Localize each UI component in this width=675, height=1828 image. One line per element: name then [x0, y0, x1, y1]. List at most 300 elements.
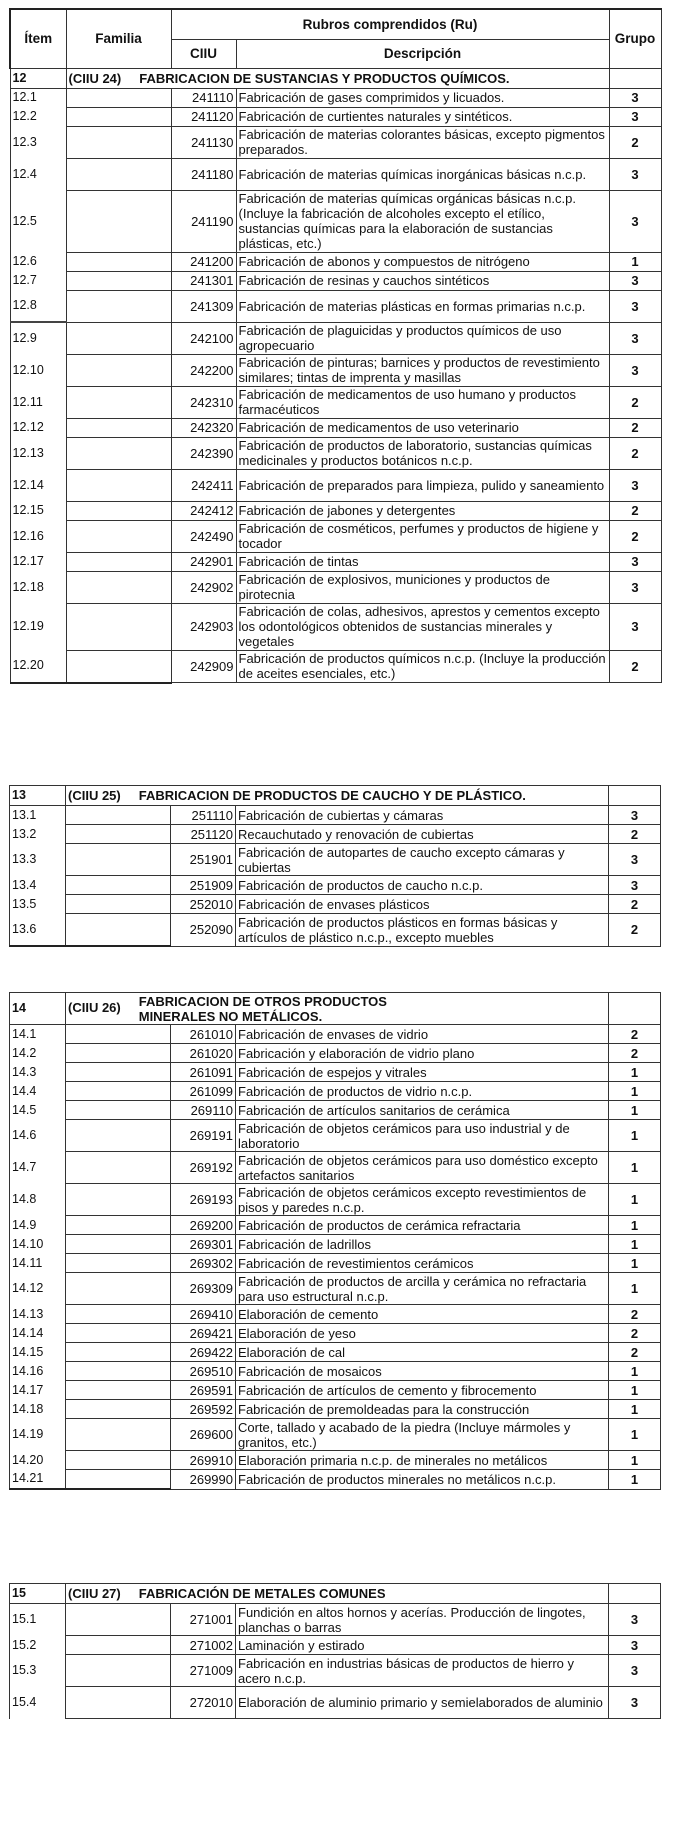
- familia-cell: [66, 876, 171, 895]
- table-row: [10, 107, 661, 126]
- grupo-value: 1: [609, 1152, 661, 1184]
- section-grupo-blank: [609, 68, 661, 88]
- table-row: [10, 1470, 661, 1490]
- item-number: 12.19: [10, 603, 66, 650]
- description: Corte, tallado y acabado de la piedra (Incluye mármoles y granitos, etc.): [236, 1419, 609, 1451]
- table-row: [10, 1101, 661, 1120]
- item-number: 14.9: [10, 1216, 66, 1235]
- ciiu-code: 269600: [171, 1419, 236, 1451]
- item-number: 14.1: [10, 1025, 66, 1044]
- table-row: [10, 1604, 661, 1636]
- grupo-value: 3: [609, 322, 661, 354]
- grupo-value: 1: [609, 1273, 661, 1305]
- section-ciiu-code: (CIIU 26): [68, 999, 121, 1015]
- ciiu-code: 242412: [171, 501, 236, 520]
- description: Fabricación de objetos cerámicos excepto revestimientos de pisos y paredes n.c.p.: [236, 1184, 609, 1216]
- ciiu-code: 241130: [171, 126, 236, 158]
- description: Fabricación de medicamentos de uso humano y productos farmacéuticos: [236, 386, 609, 418]
- section-title: FABRICACION DE PRODUCTOS DE CAUCHO Y DE PLÁSTICO.: [138, 788, 526, 803]
- grupo-value: 2: [609, 501, 661, 520]
- table-row: [10, 1063, 661, 1082]
- item-number: 14.19: [10, 1419, 66, 1451]
- description: Laminación y estirado: [236, 1636, 609, 1655]
- table-row: [10, 1025, 661, 1044]
- section-grupo-blank: [609, 1584, 661, 1604]
- familia-cell: [66, 806, 171, 825]
- familia-cell: [66, 386, 171, 418]
- familia-cell: [66, 1184, 171, 1216]
- section-heading: [66, 68, 609, 88]
- item-number: 13.4: [10, 876, 66, 895]
- ciiu-code: 269301: [171, 1235, 236, 1254]
- item-number: 14.8: [10, 1184, 66, 1216]
- description: Fabricación en industrias básicas de productos de hierro y acero n.c.p.: [236, 1655, 609, 1687]
- familia-cell: [66, 1655, 171, 1687]
- description: Fabricación de materias químicas inorgánicas básicas n.c.p.: [236, 158, 609, 190]
- familia-cell: [66, 501, 171, 520]
- description: Fabricación y elaboración de vidrio plano: [236, 1044, 609, 1063]
- description: Recauchutado y renovación de cubiertas: [236, 825, 609, 844]
- grupo-value: 2: [609, 1343, 661, 1362]
- ciiu-code: 242903: [171, 603, 236, 650]
- ciiu-code: 269592: [171, 1400, 236, 1419]
- section-table-15: [9, 1583, 661, 1719]
- item-number: 12.18: [10, 571, 66, 603]
- item-number: 15.2: [10, 1636, 66, 1655]
- grupo-value: 3: [609, 271, 661, 290]
- grupo-value: 2: [609, 650, 661, 683]
- familia-cell: [66, 1101, 171, 1120]
- description: Fabricación de materias plásticas en formas primarias n.c.p.: [236, 290, 609, 322]
- table-row: [10, 650, 661, 683]
- table-row: [10, 437, 661, 469]
- header-ciiu: CIIU: [171, 39, 236, 68]
- section-title: FABRICACION DE OTROS PRODUCTOS MINERALES NO METÁLICOS.: [138, 993, 387, 1024]
- table-row: [10, 1184, 661, 1216]
- table-row: [10, 354, 661, 386]
- item-number: 12.17: [10, 552, 66, 571]
- familia-cell: [66, 1254, 171, 1273]
- table-row: [10, 914, 661, 947]
- ciiu-code: 242310: [171, 386, 236, 418]
- item-number: 14.12: [10, 1273, 66, 1305]
- familia-cell: [66, 1216, 171, 1235]
- description: Fabricación de abonos y compuestos de nitrógeno: [236, 252, 609, 271]
- grupo-value: 2: [609, 520, 661, 552]
- description: Fabricación de plaguicidas y productos químicos de uso agropecuario: [236, 322, 609, 354]
- ciiu-code: 269192: [171, 1152, 236, 1184]
- item-number: 12.20: [10, 650, 66, 683]
- familia-cell: [66, 571, 171, 603]
- table-row: [10, 1687, 661, 1719]
- familia-cell: [66, 1362, 171, 1381]
- familia-cell: [66, 1470, 171, 1490]
- item-number: 12.9: [10, 322, 66, 354]
- ciiu-code: 269510: [171, 1362, 236, 1381]
- section-grupo-blank: [609, 993, 661, 1025]
- grupo-value: 2: [609, 1025, 661, 1044]
- table-row: [10, 1362, 661, 1381]
- grupo-value: 1: [609, 1063, 661, 1082]
- item-number: 14.16: [10, 1362, 66, 1381]
- description: Fabricación de colas, adhesivos, aprestos y cementos excepto los odontológicos obtenidos de sustancias minerales y vegetales: [236, 603, 609, 650]
- ciiu-code: 241309: [171, 290, 236, 322]
- grupo-value: 3: [609, 552, 661, 571]
- section-table-12: [9, 8, 662, 684]
- familia-cell: [66, 1025, 171, 1044]
- grupo-value: 1: [609, 1254, 661, 1273]
- grupo-value: 2: [609, 1305, 661, 1324]
- item-number: 12.6: [10, 252, 66, 271]
- familia-cell: [66, 126, 171, 158]
- item-number: 15.3: [10, 1655, 66, 1687]
- item-number: 12.14: [10, 469, 66, 501]
- ciiu-code: 269591: [171, 1381, 236, 1400]
- grupo-value: 1: [609, 1451, 661, 1470]
- ciiu-code: 242902: [171, 571, 236, 603]
- section-ciiu-code: (CIIU 27): [68, 1586, 121, 1601]
- item-number: 14.3: [10, 1063, 66, 1082]
- table-row: [10, 1451, 661, 1470]
- section-header-row: [10, 786, 661, 806]
- familia-cell: [66, 190, 171, 252]
- ciiu-code: 269422: [171, 1343, 236, 1362]
- table-row: [10, 806, 661, 825]
- section-number: 13: [10, 786, 66, 806]
- familia-cell: [66, 290, 171, 322]
- grupo-value: 1: [609, 1362, 661, 1381]
- ciiu-code: 269309: [171, 1273, 236, 1305]
- description: Fabricación de productos plásticos en formas básicas y artículos de plástico n.c.p., excepto muebles: [236, 914, 609, 947]
- grupo-value: 3: [609, 603, 661, 650]
- grupo-value: 1: [609, 1235, 661, 1254]
- familia-cell: [66, 914, 171, 947]
- item-number: 14.6: [10, 1120, 66, 1152]
- ciiu-code: 271009: [171, 1655, 236, 1687]
- description: Fabricación de productos químicos n.c.p. (Incluye la producción de aceites esenciales, etc.): [236, 650, 609, 683]
- section-heading: [66, 1584, 609, 1604]
- header-grupo: Grupo: [609, 9, 661, 68]
- familia-cell: [66, 844, 171, 876]
- familia-cell: [66, 88, 171, 107]
- table-row: [10, 1235, 661, 1254]
- description: Fabricación de artículos de cemento y fibrocemento: [236, 1381, 609, 1400]
- description: Fabricación de materias químicas orgánicas básicas n.c.p. (Incluye la fabricación de alcoholes excepto el etílico, sustancias químicas para la elaboración de sustancias plásticas, etc.): [236, 190, 609, 252]
- section-ciiu-code: (CIIU 24): [68, 70, 122, 86]
- ciiu-code: 252010: [171, 895, 236, 914]
- description: Fabricación de productos de arcilla y cerámica no refractaria para uso estructural n.c.p.: [236, 1273, 609, 1305]
- grupo-value: 2: [609, 1324, 661, 1343]
- header-familia: Familia: [66, 9, 171, 68]
- grupo-value: 3: [609, 806, 661, 825]
- table-row: [10, 1343, 661, 1362]
- ciiu-code: 261010: [171, 1025, 236, 1044]
- grupo-value: 1: [609, 1101, 661, 1120]
- item-number: 13.3: [10, 844, 66, 876]
- description: Fabricación de curtientes naturales y sintéticos.: [236, 107, 609, 126]
- description: Fabricación de explosivos, municiones y productos de pirotecnia: [236, 571, 609, 603]
- table-row: [10, 252, 661, 271]
- table-row: [10, 322, 661, 354]
- familia-cell: [66, 1063, 171, 1082]
- table-row: [10, 1400, 661, 1419]
- header-descripcion: Descripción: [236, 39, 609, 68]
- item-number: 13.2: [10, 825, 66, 844]
- familia-cell: [66, 1636, 171, 1655]
- description: Fabricación de autopartes de caucho excepto cámaras y cubiertas: [236, 844, 609, 876]
- ciiu-code: 271002: [171, 1636, 236, 1655]
- ciiu-code: 241110: [171, 88, 236, 107]
- familia-cell: [66, 1082, 171, 1101]
- grupo-value: 1: [609, 1381, 661, 1400]
- ciiu-code: 269193: [171, 1184, 236, 1216]
- description: Fabricación de productos minerales no metálicos n.c.p.: [236, 1470, 609, 1490]
- table-row: [10, 1082, 661, 1101]
- description: Fabricación de productos de caucho n.c.p.: [236, 876, 609, 895]
- grupo-value: 3: [609, 469, 661, 501]
- grupo-value: 3: [609, 1655, 661, 1687]
- table-row: [10, 895, 661, 914]
- table-row: [10, 88, 661, 107]
- table-row: [10, 1216, 661, 1235]
- table-row: [10, 1655, 661, 1687]
- description: Fundición en altos hornos y acerías. Producción de lingotes, planchas o barras: [236, 1604, 609, 1636]
- description: Fabricación de objetos cerámicos para uso industrial y de laboratorio: [236, 1120, 609, 1152]
- grupo-value: 3: [609, 1604, 661, 1636]
- section-ciiu-code: (CIIU 25): [68, 788, 121, 803]
- grupo-value: 2: [609, 437, 661, 469]
- section-header-row: [10, 993, 661, 1025]
- item-number: 14.15: [10, 1343, 66, 1362]
- table-row: [10, 876, 661, 895]
- grupo-value: 1: [609, 1400, 661, 1419]
- description: Elaboración de aluminio primario y semielaborados de aluminio: [236, 1687, 609, 1719]
- ciiu-code: 242320: [171, 418, 236, 437]
- ciiu-code: 261020: [171, 1044, 236, 1063]
- familia-cell: [66, 520, 171, 552]
- ciiu-code: 269191: [171, 1120, 236, 1152]
- item-number: 14.14: [10, 1324, 66, 1343]
- table-row: [10, 520, 661, 552]
- table-row: [10, 271, 661, 290]
- item-number: 14.13: [10, 1305, 66, 1324]
- section-table-13: [9, 785, 661, 947]
- item-number: 12.11: [10, 386, 66, 418]
- familia-cell: [66, 1687, 171, 1719]
- item-number: 14.11: [10, 1254, 66, 1273]
- familia-cell: [66, 418, 171, 437]
- table-row: [10, 603, 661, 650]
- grupo-value: 3: [609, 844, 661, 876]
- ciiu-code: 251901: [171, 844, 236, 876]
- familia-cell: [66, 1305, 171, 1324]
- familia-cell: [66, 437, 171, 469]
- description: Elaboración de cal: [236, 1343, 609, 1362]
- item-number: 14.20: [10, 1451, 66, 1470]
- grupo-value: 1: [609, 1082, 661, 1101]
- ciiu-code: 261099: [171, 1082, 236, 1101]
- description: Fabricación de productos de laboratorio, sustancias químicas medicinales y productos botánicos n.c.p.: [236, 437, 609, 469]
- grupo-value: 1: [609, 252, 661, 271]
- grupo-value: 2: [609, 1044, 661, 1063]
- description: Fabricación de envases de vidrio: [236, 1025, 609, 1044]
- description: Fabricación de cubiertas y cámaras: [236, 806, 609, 825]
- ciiu-code: 272010: [171, 1687, 236, 1719]
- item-number: 12.5: [10, 190, 66, 252]
- item-number: 12.2: [10, 107, 66, 126]
- ciiu-code: 242411: [171, 469, 236, 501]
- description: Elaboración primaria n.c.p. de minerales no metálicos: [236, 1451, 609, 1470]
- table-row: [10, 1044, 661, 1063]
- item-number: 15.4: [10, 1687, 66, 1719]
- item-number: 12.10: [10, 354, 66, 386]
- table-row: [10, 418, 661, 437]
- table-row: [10, 469, 661, 501]
- table-row: [10, 1273, 661, 1305]
- section-title: FABRICACION DE SUSTANCIAS Y PRODUCTOS QUÍMICOS.: [139, 70, 510, 86]
- ciiu-code: 269910: [171, 1451, 236, 1470]
- item-number: 13.6: [10, 914, 66, 947]
- grupo-value: 3: [609, 107, 661, 126]
- ciiu-code: 242490: [171, 520, 236, 552]
- header-rubros: Rubros comprendidos (Ru): [171, 9, 609, 39]
- familia-cell: [66, 1419, 171, 1451]
- item-number: 12.16: [10, 520, 66, 552]
- table-row: [10, 126, 661, 158]
- table-row: [10, 1324, 661, 1343]
- table-row: [10, 1419, 661, 1451]
- description: Fabricación de medicamentos de uso veterinario: [236, 418, 609, 437]
- ciiu-code: 241200: [171, 252, 236, 271]
- item-number: 14.21: [10, 1470, 66, 1490]
- table-row: [10, 1152, 661, 1184]
- section-header-row: [10, 1584, 661, 1604]
- item-number: 14.5: [10, 1101, 66, 1120]
- table-row: [10, 290, 661, 322]
- description: Fabricación de cosméticos, perfumes y productos de higiene y tocador: [236, 520, 609, 552]
- ciiu-code: 261091: [171, 1063, 236, 1082]
- familia-cell: [66, 158, 171, 190]
- ciiu-code: 251110: [171, 806, 236, 825]
- table-row: [10, 844, 661, 876]
- familia-cell: [66, 252, 171, 271]
- table-row: [10, 825, 661, 844]
- table-row: [10, 571, 661, 603]
- description: Fabricación de preparados para limpieza, pulido y saneamiento: [236, 469, 609, 501]
- familia-cell: [66, 650, 171, 683]
- ciiu-code: 271001: [171, 1604, 236, 1636]
- grupo-value: 3: [609, 571, 661, 603]
- item-number: 14.10: [10, 1235, 66, 1254]
- description: Fabricación de envases plásticos: [236, 895, 609, 914]
- grupo-value: 1: [609, 1419, 661, 1451]
- description: Elaboración de yeso: [236, 1324, 609, 1343]
- ciiu-code: 251909: [171, 876, 236, 895]
- table-row: [10, 552, 661, 571]
- ciiu-code: 242200: [171, 354, 236, 386]
- item-number: 12.1: [10, 88, 66, 107]
- description: Elaboración de cemento: [236, 1305, 609, 1324]
- familia-cell: [66, 1044, 171, 1063]
- table-row: [10, 190, 661, 252]
- section-grupo-blank: [609, 786, 661, 806]
- ciiu-code: 269200: [171, 1216, 236, 1235]
- description: Fabricación de productos de vidrio n.c.p.: [236, 1082, 609, 1101]
- ciiu-code: 241120: [171, 107, 236, 126]
- item-number: 14.4: [10, 1082, 66, 1101]
- ciiu-code: 241190: [171, 190, 236, 252]
- table-row: [10, 386, 661, 418]
- description: Fabricación de espejos y vitrales: [236, 1063, 609, 1082]
- grupo-value: 2: [609, 914, 661, 947]
- item-number: 14.2: [10, 1044, 66, 1063]
- familia-cell: [66, 1381, 171, 1400]
- grupo-value: 1: [609, 1470, 661, 1490]
- ciiu-code: 269421: [171, 1324, 236, 1343]
- familia-cell: [66, 1400, 171, 1419]
- item-number: 14.18: [10, 1400, 66, 1419]
- familia-cell: [66, 354, 171, 386]
- item-number: 14.17: [10, 1381, 66, 1400]
- grupo-value: 2: [609, 825, 661, 844]
- grupo-value: 2: [609, 126, 661, 158]
- description: Fabricación de pinturas; barnices y productos de revestimiento similares; tintas de imprenta y masillas: [236, 354, 609, 386]
- familia-cell: [66, 825, 171, 844]
- description: Fabricación de tintas: [236, 552, 609, 571]
- ciiu-code: 242901: [171, 552, 236, 571]
- grupo-value: 3: [609, 1636, 661, 1655]
- familia-cell: [66, 1152, 171, 1184]
- description: Fabricación de jabones y detergentes: [236, 501, 609, 520]
- familia-cell: [66, 552, 171, 571]
- grupo-value: 3: [609, 1687, 661, 1719]
- grupo-value: 3: [609, 876, 661, 895]
- table-row: [10, 1120, 661, 1152]
- familia-cell: [66, 1324, 171, 1343]
- table-row: [10, 158, 661, 190]
- section-number: 14: [10, 993, 66, 1025]
- ciiu-code: 242390: [171, 437, 236, 469]
- familia-cell: [66, 1451, 171, 1470]
- ciiu-code: 242909: [171, 650, 236, 683]
- familia-cell: [66, 1343, 171, 1362]
- item-number: 13.5: [10, 895, 66, 914]
- description: Fabricación de mosaicos: [236, 1362, 609, 1381]
- ciiu-code: 252090: [171, 914, 236, 947]
- grupo-value: 2: [609, 386, 661, 418]
- description: Fabricación de gases comprimidos y licuados.: [236, 88, 609, 107]
- familia-cell: [66, 895, 171, 914]
- ciiu-code: 269110: [171, 1101, 236, 1120]
- ciiu-code: 241180: [171, 158, 236, 190]
- description: Fabricación de materias colorantes básicas, excepto pigmentos preparados.: [236, 126, 609, 158]
- item-number: 12.15: [10, 501, 66, 520]
- table-row: [10, 501, 661, 520]
- ciiu-code: 269990: [171, 1470, 236, 1490]
- item-number: 12.4: [10, 158, 66, 190]
- item-number: 12.12: [10, 418, 66, 437]
- familia-cell: [66, 1120, 171, 1152]
- section-heading: [66, 993, 609, 1025]
- grupo-value: 1: [609, 1216, 661, 1235]
- description: Fabricación de objetos cerámicos para uso doméstico excepto artefactos sanitarios: [236, 1152, 609, 1184]
- table-row: [10, 1254, 661, 1273]
- ciiu-code: 269410: [171, 1305, 236, 1324]
- grupo-value: 1: [609, 1120, 661, 1152]
- ciiu-code: 242100: [171, 322, 236, 354]
- section-title: FABRICACIÓN DE METALES COMUNES: [138, 1586, 386, 1601]
- familia-cell: [66, 271, 171, 290]
